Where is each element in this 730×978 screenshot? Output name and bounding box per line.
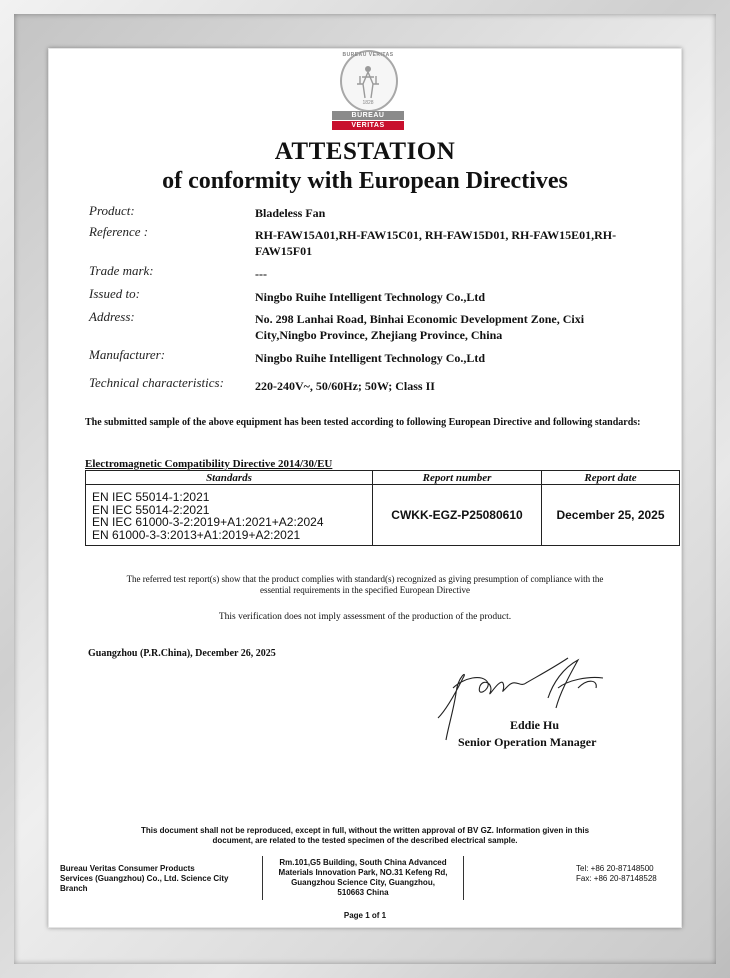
handwritten-signature <box>428 648 618 748</box>
bureau-veritas-logo <box>328 50 408 130</box>
footer-fax: Fax: +86 20-87148528 <box>576 874 657 883</box>
footer-company <box>60 864 260 894</box>
value-address <box>255 311 584 343</box>
logo-band-bureau: BUREAU <box>332 111 404 120</box>
header-report-number: Report number <box>373 471 542 485</box>
table-header-row <box>86 471 680 485</box>
logo-ring-text: BUREAU VERITAS <box>342 52 394 58</box>
value-reference <box>255 227 616 259</box>
value-reference-line: RH-FAW15A01,RH-FAW15C01, RH-FAW15D01, RH-FAW15E01,RH- <box>255 228 617 242</box>
footer-company-line: Services (Guangzhou) Co., Ltd. Science City <box>60 874 229 883</box>
disclaimer-line: document, are related to the tested specimen of the described electrical sample. <box>212 836 518 845</box>
conformity-statement: The submitted sample of the above equipment has been tested according to following European Directive and following standards: <box>85 417 641 428</box>
certificate-page <box>48 48 682 928</box>
value-trade-mark: --- <box>255 267 267 281</box>
standard-item: EN IEC 61000-3-2:2019+A1:2021+A2:2024 <box>92 515 324 529</box>
label-reference: Reference : <box>89 224 149 239</box>
standards-cell <box>86 485 373 546</box>
footer-company-line: Bureau Veritas Consumer Products <box>60 864 195 873</box>
table-row <box>86 485 680 546</box>
referred-line: essential requirements in the specified European Directive <box>260 585 470 595</box>
label-product: Product: <box>89 203 135 218</box>
disclaimer-line: This document shall not be reproduced, except in full, without the written approval of BV GZ. Information given in this <box>140 826 590 835</box>
footer-address <box>262 856 464 900</box>
footer-contact <box>576 864 657 884</box>
value-technical-characteristics: 220-240V~, 50/60Hz; 50W; Class II <box>255 379 435 393</box>
logo-year: 1828 <box>362 100 374 106</box>
reproduction-disclaimer <box>88 826 642 846</box>
header-report-date: Report date <box>542 471 680 485</box>
title-attestation: ATTESTATION <box>274 138 456 165</box>
footer-address-line: Materials Innovation Park, NO.31 Kefeng Rd, <box>278 868 448 877</box>
report-date-cell: December 25, 2025 <box>542 485 680 546</box>
label-issued-to: Issued to: <box>89 286 140 301</box>
value-manufacturer: Ningbo Ruihe Intelligent Technology Co.,Ltd <box>255 351 486 365</box>
referred-reports-note <box>78 574 652 596</box>
label-manufacturer: Manufacturer: <box>89 347 166 362</box>
signatory-title: Senior Operation Manager <box>458 735 597 749</box>
value-address-line: City,Ningbo Province, Zhejiang Province, China <box>255 328 503 342</box>
header-standards: Standards <box>86 471 373 485</box>
place-and-date: Guangzhou (P.R.China), December 26, 2025 <box>88 648 276 659</box>
logo-band-veritas: VERITAS <box>332 121 404 130</box>
value-address-line: No. 298 Lanhai Road, Binhai Economic Development Zone, Cixi <box>255 312 585 326</box>
page-number: Page 1 of 1 <box>343 911 387 920</box>
label-address: Address: <box>89 309 135 324</box>
footer-address-line: Guangzhou Science City, Guangzhou, <box>291 878 435 887</box>
standard-item: EN IEC 55014-1:2021 <box>92 490 210 504</box>
signatory-name: Eddie Hu <box>510 718 560 732</box>
standards-table <box>85 470 680 546</box>
standard-item: EN 61000-3-3:2013+A1:2019+A2:2021 <box>92 527 301 542</box>
label-trade-mark: Trade mark: <box>89 263 154 278</box>
value-product: Bladeless Fan <box>255 206 326 220</box>
footer-address-line: Rm.101,G5 Building, South China Advanced <box>279 858 447 867</box>
directive-title: Electromagnetic Compatibility Directive 2014/30/EU <box>85 458 333 470</box>
standard-item: EN IEC 55014-2:2021 <box>92 502 210 517</box>
footer-address-line: 510663 China <box>337 888 389 897</box>
footer-company-line: Branch <box>60 884 88 893</box>
referred-line: The referred test report(s) show that the product complies with standard(s) recognized as giving presumption of compliance with the <box>126 574 604 584</box>
value-issued-to: Ningbo Ruihe Intelligent Technology Co.,Ltd <box>255 290 486 304</box>
value-reference-line: FAW15F01 <box>255 244 313 258</box>
report-number-cell: CWKK-EGZ-P25080610 <box>373 485 542 546</box>
logo-figure-icon <box>352 62 384 102</box>
footer-tel: Tel: +86 20-87148500 <box>576 864 654 873</box>
title-subtitle: of conformity with European Directives <box>162 168 568 194</box>
verification-note: This verification does not imply assessment of the production of the product. <box>218 612 512 622</box>
label-technical-characteristics: Technical characteristics: <box>89 375 224 390</box>
